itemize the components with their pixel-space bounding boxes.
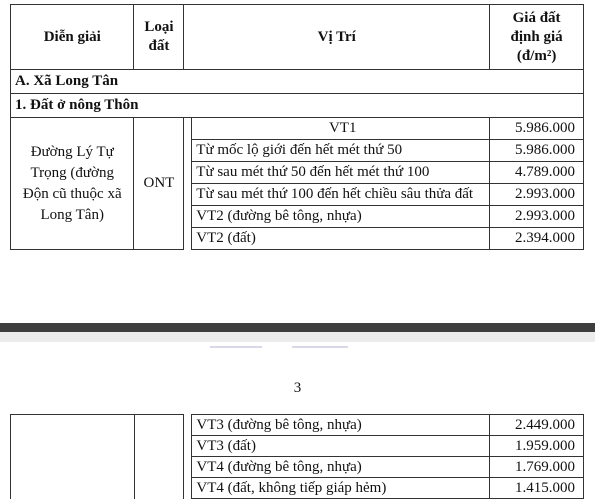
page-break-shadow [0, 323, 595, 332]
position-indent [184, 118, 192, 250]
position-cell: VT2 (đất) [192, 228, 490, 250]
position-cell: Từ sau mét thứ 100 đến hết chiều sâu thửa đất [192, 184, 490, 206]
position-cell: Từ mốc lộ giới đến hết mét thứ 50 [192, 140, 490, 162]
price-cell: 1.769.000 [490, 457, 584, 478]
land-price-table-page1 [10, 4, 584, 250]
price-cell: 1.415.000 [490, 478, 584, 499]
price-cell: 2.394.000 [490, 228, 584, 250]
price-cell: 5.986.000 [490, 140, 584, 162]
table-row [11, 118, 584, 140]
position-cell: VT4 (đất, không tiếp giáp hẻm) [192, 478, 490, 499]
position-cell: VT3 (đường bê tông, nhựa) [192, 415, 490, 436]
description-continuation [11, 415, 135, 499]
position-cell: VT2 (đường bê tông, nhựa) [192, 206, 490, 228]
position-cell: VT1 [192, 118, 490, 140]
price-cell: 5.986.000 [490, 118, 584, 140]
land-price-table-page2 [10, 414, 584, 499]
header-price: Giá đất định giá (đ/m²) [490, 5, 584, 70]
header-land-type: Loại đất [134, 5, 184, 70]
position-cell: VT4 (đường bê tông, nhựa) [192, 457, 490, 478]
scan-artifact [292, 346, 348, 348]
header-position: Vị Trí [184, 5, 490, 70]
price-cell: 2.993.000 [490, 184, 584, 206]
table-row [11, 415, 584, 436]
section-row-commune [11, 70, 584, 94]
section-category: 1. Đất ở nông Thôn [11, 94, 584, 118]
page-number: 3 [293, 380, 302, 396]
table-header-row [11, 5, 584, 70]
position-indent [184, 415, 192, 499]
price-cell: 2.993.000 [490, 206, 584, 228]
land-type-continuation [134, 415, 184, 499]
scan-artifact [210, 346, 262, 348]
price-cell: 4.789.000 [490, 162, 584, 184]
section-commune: A. Xã Long Tân [11, 70, 584, 94]
page-break-gap [0, 332, 595, 342]
header-description: Diễn giải [11, 5, 134, 70]
price-cell: 2.449.000 [490, 415, 584, 436]
price-cell: 1.959.000 [490, 436, 584, 457]
position-cell: VT3 (đất) [192, 436, 490, 457]
land-type-cell: ONT [134, 118, 184, 250]
section-row-category [11, 94, 584, 118]
position-cell: Từ sau mét thứ 50 đến hết mét thứ 100 [192, 162, 490, 184]
street-description: Đường Lý Tự Trọng (đường Độn cũ thuộc xã Long Tân) [11, 118, 134, 250]
